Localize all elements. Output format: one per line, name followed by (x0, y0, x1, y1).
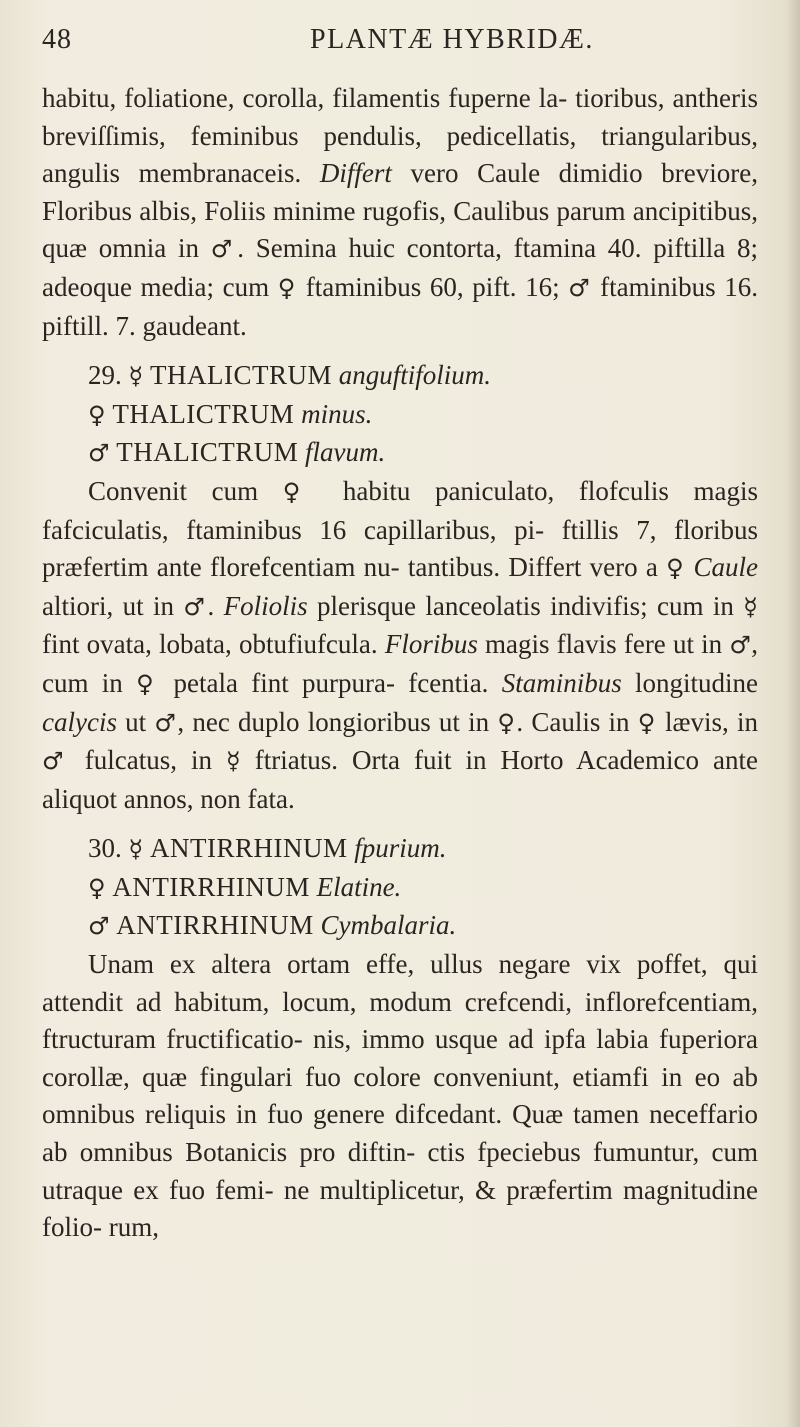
female-symbol: ♀ (666, 554, 686, 583)
paragraph-continuation: habitu, foliatione, corolla, filamentis fuperne la- tioribus, antheris breviſſimis, feminibus pendulis, pedicellatis, triangularibus, angulis membranaceis. Differt vero Caule dimidio breviore, Floribus albis, Foliis minime rugofis, Caulibus parum ancipitibus, quæ omnia in ♂. Semina huic contorta, ftamina 40. piftilla 8; adeoque media; cum ♀ ftaminibus 60, pift. 16; ♂ ftaminibus 16. piftill. 7. gaudeant. (42, 83, 759, 341)
female-symbol: ♀ (497, 708, 517, 737)
female-symbol: ♀ (282, 477, 319, 506)
female-symbol: ♀ (637, 708, 657, 737)
female-symbol: ♀ (88, 873, 106, 902)
entry-30-heading-female: ♀ ANTIRRHINUM Elatine. (88, 871, 402, 902)
running-head: PLANTÆ HYBRIDÆ. (310, 24, 594, 55)
male-symbol: ♂ (88, 439, 110, 468)
male-symbol: ♂ (729, 631, 752, 660)
hybrid-symbol: ☿ (128, 835, 144, 864)
entry-29-heading-female: ♀ THALICTRUM minus. (88, 398, 373, 429)
body-text (42, 80, 758, 1247)
female-symbol: ♀ (136, 669, 161, 698)
entry-29-heading-hybrid: 29. ☿ THALICTRUM anguftifolium. (88, 360, 491, 391)
entry-30-heading-male: ♂ ANTIRRHINUM Cymbalaria. (88, 910, 457, 941)
female-symbol: ♀ (88, 400, 106, 429)
entry-29-heading-male: ♂ THALICTRUM flavum. (88, 437, 386, 468)
entry-30-description: Unam ex altera ortam effe, ullus negare vix poffet, qui attendit ad habitum, locum, modum crefcendi, inflorefcentiam, ftructuram fructificatio- nis, immo usque ad ipfa labia fuperiora corollæ, quæ fingulari fuo colore conveniunt, etiamfi in eo ab omnibus reliquis in fuo genere difcedant. Quæ tamen neceffario ab omnibus Botanicis pro diftin- ctis fpeciebus fumuntur, cum utraque ex fuo femi- ne multiplicetur, & præfertim magnitudine folio- rum, (42, 949, 758, 1243)
hybrid-symbol: ☿ (226, 747, 241, 776)
male-symbol: ♂ (568, 273, 592, 302)
entry-30-heading-hybrid: 30. ☿ ANTIRRHINUM fpurium. (88, 833, 447, 864)
hybrid-symbol: ☿ (128, 362, 144, 391)
male-symbol: ♂ (210, 235, 238, 264)
hybrid-symbol: ☿ (743, 592, 759, 621)
male-symbol: ♂ (88, 912, 110, 941)
page-number: 48 (42, 24, 72, 55)
page-header (42, 18, 742, 62)
male-symbol: ♂ (42, 747, 71, 776)
male-symbol: ♂ (183, 592, 208, 621)
female-symbol: ♀ (277, 273, 298, 302)
male-symbol: ♂ (154, 708, 178, 737)
page-edge-shadow (786, 0, 800, 1427)
entry-29-description: Convenit cum ♀ habitu paniculato, flofculis magis fafciculatis, ftaminibus 16 capillaribus, pi- ftillis 7, floribus præfertim ante florefcentiam nu- tantibus. Differt vero a ♀ Caule altiori, ut in ♂. Foliolis plerisque lanceolatis indivifis; cum in ☿ fint ovata, lobata, obtufiufcula. Floribus magis flavis fere ut in ♂, cum in ♀ petala fint purpura- fcentia. Staminibus longitudine calycis ut ♂, nec duplo longioribus ut in ♀. Caulis in ♀ lævis, in ♂ fulcatus, in ☿ ftriatus. Orta fuit in Horto Academico ante aliquot annos, non fata. (42, 475, 759, 814)
